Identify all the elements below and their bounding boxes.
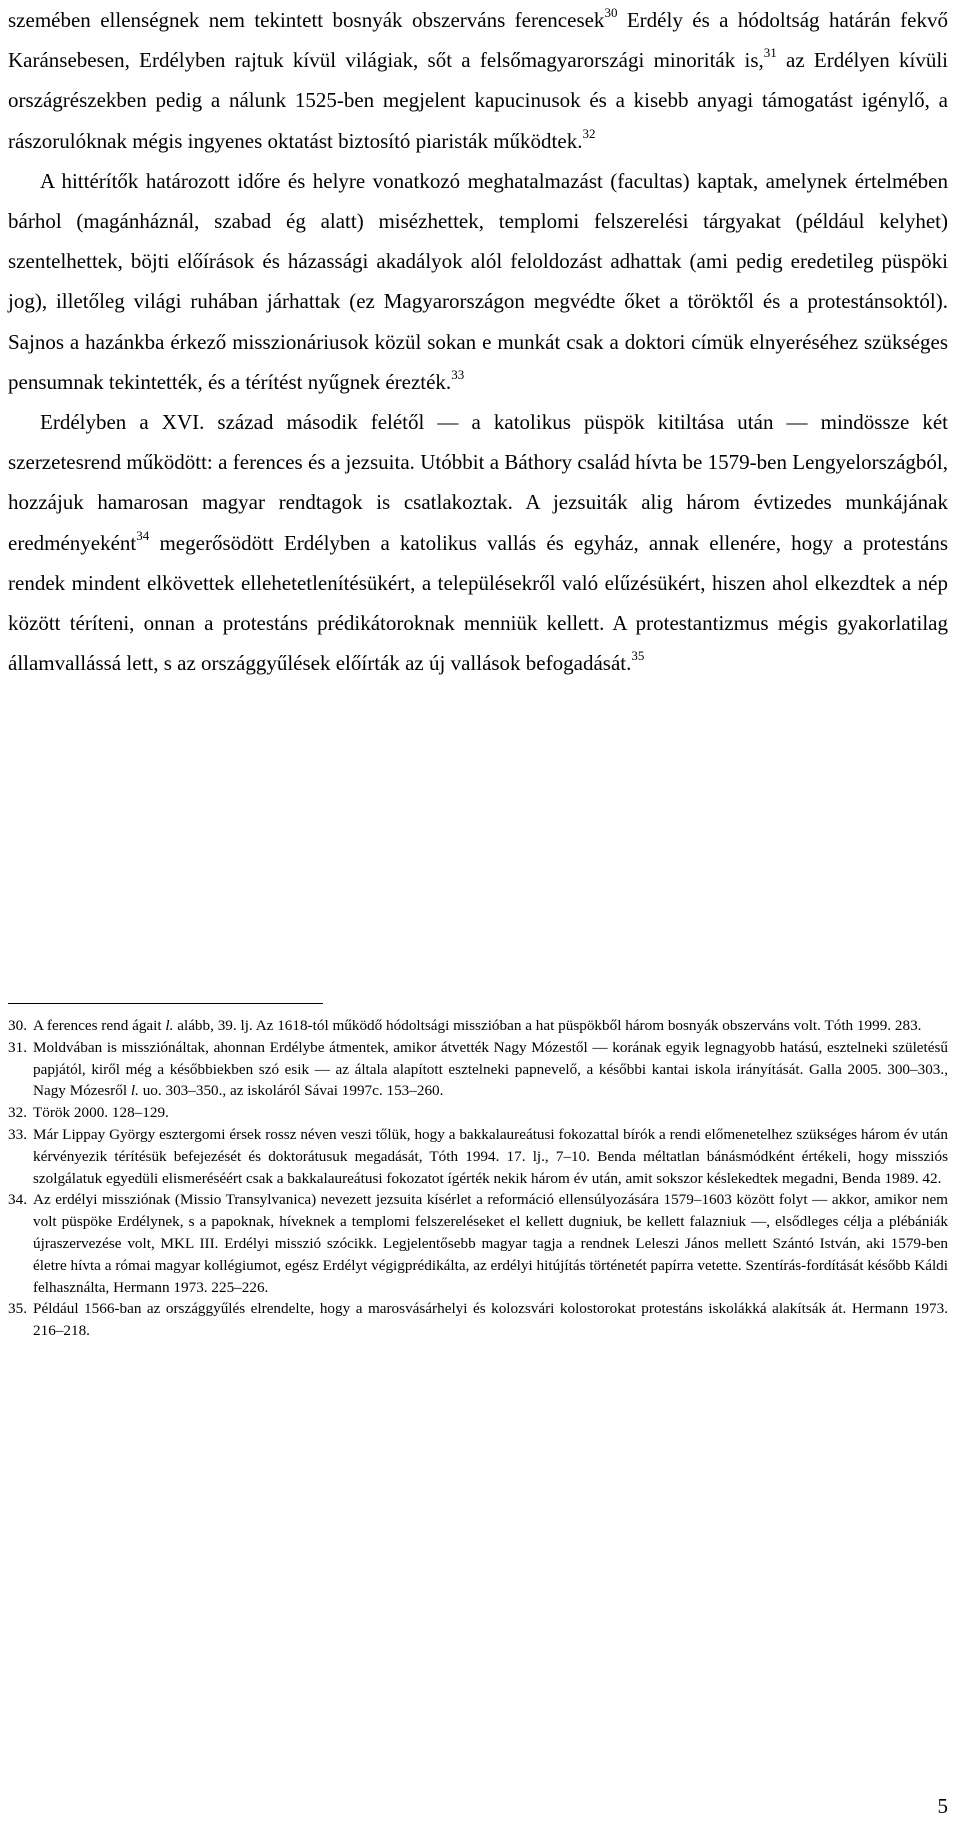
paragraph-text: Erdélyben a XVI. század második felétől — a katolikus püspök kitiltása után — mindössze két szerzetesrend működött: a ferences és a jezsuita. Utóbbit a Báthory család hívta be 1579-ben Lengyelországból, hozzájuk hamarosan magyar rendtagok is csatlakoztak. A jezsuiták alig három évtizedes munkájának eredményeként — [8, 410, 948, 555]
footnote-ref-34[interactable]: 34 — [136, 527, 150, 543]
footnote-text: Már Lippay György esztergomi érsek rossz néven veszi tőlük, hogy a bakkalaureátusi fokozattal bírók a rendi előmenetelhez szükséges három év után kérvényezik térítésük befejezését és doktorátusuk megadását, Tóth 1994. 17. lj., 7–10. Benda méltatlan bánásmódként értékeli, hogy missziós szolgálatuk egyedüli elismeréséért csak a bakkalaureátusi fokozatot ígérték nekik három év után, amit sokszor késlekedtek megadni, Benda 1989. 42. — [33, 1125, 948, 1187]
footnote-number: 32. — [8, 1104, 27, 1122]
paragraph-text: A hittérítők határozott időre és helyre vonatkozó meghatalmazást (facultas) kaptak, amelynek értelmében bárhol (magánháznál, szabad ég alatt) misézhettek, templomi felszerelési tárgyakat (például kelyhet) szentelhettek, böjti előírások és házassági akadályok alól feloldozást adhattak (ami pedig eredetileg püspöki jog), illetőleg világi ruhában járhattak (ez Magyarországon megvédte őket a töröktől és a protestánsoktól). Sajnos a hazánkba érkező misszionáriusok közül sokan e munkát csak a doktori címük elnyeréséhez szükséges pensumnak tekintették, és a térítést nyűgnek érezték. — [8, 168, 948, 394]
footnote-number: 34. — [8, 1191, 27, 1209]
paragraph-text: szemében ellenségnek nem tekintett bosnyák obszerváns ferencesek — [8, 8, 605, 32]
footnote-number: 31. — [8, 1038, 27, 1056]
footnote-text: Moldvában is missziónáltak, ahonnan Erdélybe átmentek, amikor átvették Nagy Mózestől — korának egyik legnagyobb hatású, esztelneki születésű papjától, kiről még a későbbiekben szó esik — az általa alapított esztelneki papnevelő, a későbbi kantai iskola irányítását. Galla 2005. 300–303., Nagy Mózesről — [33, 1038, 948, 1100]
paragraph-2 — [8, 161, 948, 402]
footnote-32 — [8, 1102, 948, 1124]
footnote-text: uo. 303–350., az iskoláról Sávai 1997c. 153–260. — [138, 1082, 444, 1100]
footnote-italic: l. — [130, 1082, 139, 1100]
footnote-text: Az erdélyi missziónak (Missio Transylvanica) nevezett jezsuita kísérlet a reformáció ellensúlyozására 1579–1603 között folyt — akkor, amikor nem volt püspöke Erdélynek, s a papoknak, híveknek a templomi felszereléseket el kellett dugniuk, be kellett falazniuk —, elsődleges célja a plébániák újraszervezése volt, MKL III. Erdélyi misszió szócikk. Legjelentősebb magyar tagja a rendnek Leleszi János mellett Szántó István, aki 1579-ben életre hívta a római magyar kollégiumot, egész Erdélyt végigprédikálta, az erdélyi hitújítás történetét papírra vetette. Szentírás-fordítását később Káldi felhasználta, Hermann 1973. 225–226. — [33, 1191, 948, 1296]
footnote-ref-32[interactable]: 32 — [582, 125, 596, 141]
footnote-text: Például 1566-ban az országgyűlés elrendelte, hogy a marosvásárhelyi és kolozsvári kolostorokat protestáns iskolákká alakítsák át. Hermann 1973. 216–218. — [33, 1300, 948, 1340]
main-text — [8, 0, 948, 683]
paragraph-3 — [8, 402, 948, 683]
paragraph-1 — [8, 0, 948, 161]
footnote-ref-35[interactable]: 35 — [631, 648, 645, 664]
footnote-text: A ferences rend ágait — [33, 1017, 166, 1034]
footnote-35 — [8, 1298, 948, 1342]
footnote-ref-33[interactable]: 33 — [451, 366, 465, 382]
footnote-number: 30. — [8, 1017, 27, 1034]
footnote-text: Török 2000. 128–129. — [33, 1104, 169, 1122]
footnote-separator — [8, 1003, 323, 1004]
footnote-number: 35. — [8, 1300, 27, 1318]
page-number: 5 — [937, 1794, 948, 1818]
footnote-30 — [8, 1015, 948, 1037]
footnote-33 — [8, 1124, 948, 1189]
paragraph-text: az Erdélyen kívüli országrészekben pedig a nálunk 1525-ben megjelent kapucinusok és a kisebb anyagi támogatást igénylő, a rászorulóknak mégis ingyenes oktatást biztosító piaristák működtek. — [8, 48, 948, 153]
footnote-number: 33. — [8, 1125, 27, 1143]
footnote-ref-31[interactable]: 31 — [763, 45, 777, 61]
footnote-ref-30[interactable]: 30 — [604, 5, 618, 20]
footnote-31 — [8, 1037, 948, 1102]
footnote-italic: l. — [165, 1017, 174, 1034]
footnote-34 — [8, 1189, 948, 1298]
paragraph-text: megerősödött Erdélyben a katolikus vallás és egyház, annak ellenére, hogy a protestáns rendek mindent elkövettek ellehetetlenítésükért, a településekről való elűzésükért, hiszen ahol elkezdtek a nép között téríteni, onnan a protestáns prédikátoroknak menniük kellett. A protestantizmus mégis gyakorlatilag államvallássá lett, s az országgyűlések előírták az új vallások befogadását. — [8, 530, 948, 676]
paragraph-text: Erdély és a hódoltság határán fekvő Karánsebesen, Erdélyben rajtuk kívül világiak, sőt a felsőmagyarországi minoriták is, — [8, 8, 948, 73]
footnote-text: alább, 39. lj. Az 1618-tól működő hódoltsági misszióban a hat püspökből három bosnyák obszerváns volt. Tóth 1999. 283. — [173, 1017, 922, 1034]
footnotes — [8, 1015, 948, 1342]
